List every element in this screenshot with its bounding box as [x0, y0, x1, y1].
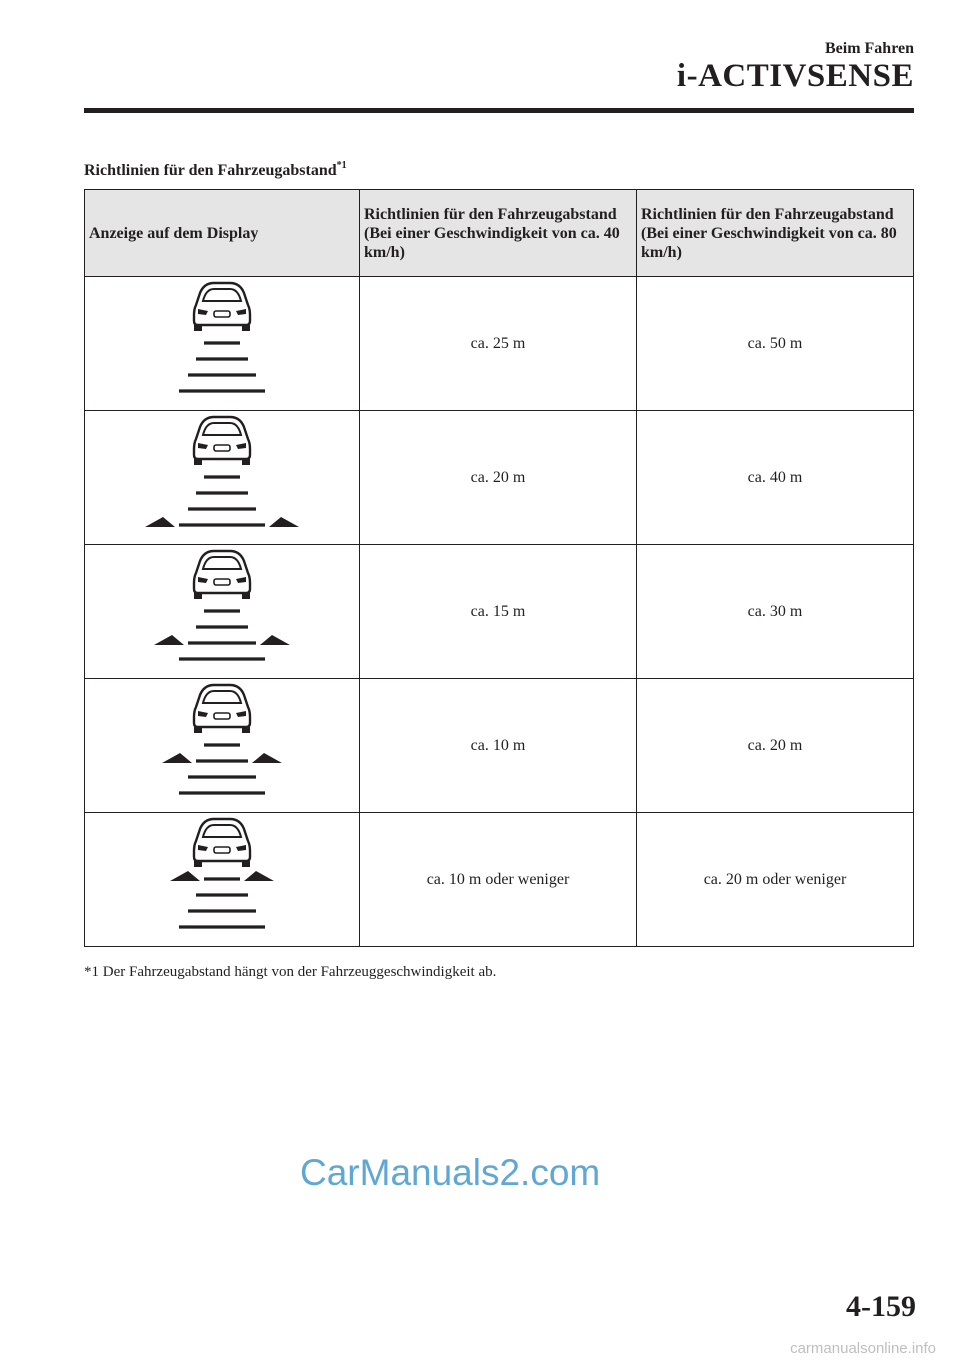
display-cell	[85, 277, 360, 411]
header-rule	[84, 108, 914, 113]
table-row	[85, 679, 914, 813]
table-row	[85, 411, 914, 545]
distance-display-icon	[142, 549, 302, 674]
distance-display-icon	[142, 415, 302, 540]
car-icon	[194, 819, 250, 867]
page-number: 4-159	[846, 1290, 916, 1323]
footnote: *1 Der Fahrzeugabstand hängt von der Fahrzeuggeschwindigkeit ab.	[84, 964, 497, 980]
distance-80kmh: ca. 20 m	[637, 679, 914, 813]
header-40kmh: Richtlinien für den Fahrzeugabstand (Bei einer Geschwindigkeit von ca. 40 km/h)	[360, 190, 637, 277]
marker-left-icon	[170, 871, 202, 881]
footnote-ref: *1	[336, 160, 347, 171]
distance-40kmh: ca. 10 m	[360, 679, 637, 813]
marker-left-icon	[145, 517, 177, 527]
running-header-title: i-ACTIVSENSE	[676, 58, 914, 94]
watermark: CarManuals2.com	[300, 1152, 601, 1193]
table-row	[85, 545, 914, 679]
header-display: Anzeige auf dem Display	[85, 190, 360, 277]
section-heading	[84, 160, 347, 180]
marker-right-icon	[260, 635, 290, 645]
table-header-row	[85, 190, 914, 277]
display-cell	[85, 813, 360, 947]
table-row	[85, 277, 914, 411]
distance-40kmh: ca. 25 m	[360, 277, 637, 411]
running-header-section: Beim Fahren	[824, 40, 914, 57]
source-url: carmanualsonline.info	[790, 1340, 936, 1357]
distance-40kmh: ca. 20 m	[360, 411, 637, 545]
distance-80kmh: ca. 30 m	[637, 545, 914, 679]
section-heading-text: Richtlinien für den Fahrzeugabstand	[84, 162, 337, 179]
car-icon	[194, 417, 250, 465]
display-cell	[85, 679, 360, 813]
car-icon	[194, 283, 250, 331]
distance-80kmh: ca. 40 m	[637, 411, 914, 545]
distance-80kmh: ca. 20 m oder weniger	[637, 813, 914, 947]
display-cell	[85, 411, 360, 545]
distance-80kmh: ca. 50 m	[637, 277, 914, 411]
distance-table	[84, 189, 914, 947]
distance-display-icon	[142, 817, 302, 942]
distance-40kmh: ca. 10 m oder weniger	[360, 813, 637, 947]
distance-display-icon	[142, 281, 302, 406]
header-80kmh: Richtlinien für den Fahrzeugabstand (Bei einer Geschwindigkeit von ca. 80 km/h)	[637, 190, 914, 277]
display-cell	[85, 545, 360, 679]
distance-display-icon	[142, 683, 302, 808]
marker-left-icon	[154, 635, 186, 645]
marker-right-icon	[252, 753, 282, 763]
marker-right-icon	[269, 517, 299, 527]
marker-right-icon	[244, 871, 274, 881]
distance-40kmh: ca. 15 m	[360, 545, 637, 679]
car-icon	[194, 685, 250, 733]
car-icon	[194, 551, 250, 599]
marker-left-icon	[162, 753, 194, 763]
table-row	[85, 813, 914, 947]
